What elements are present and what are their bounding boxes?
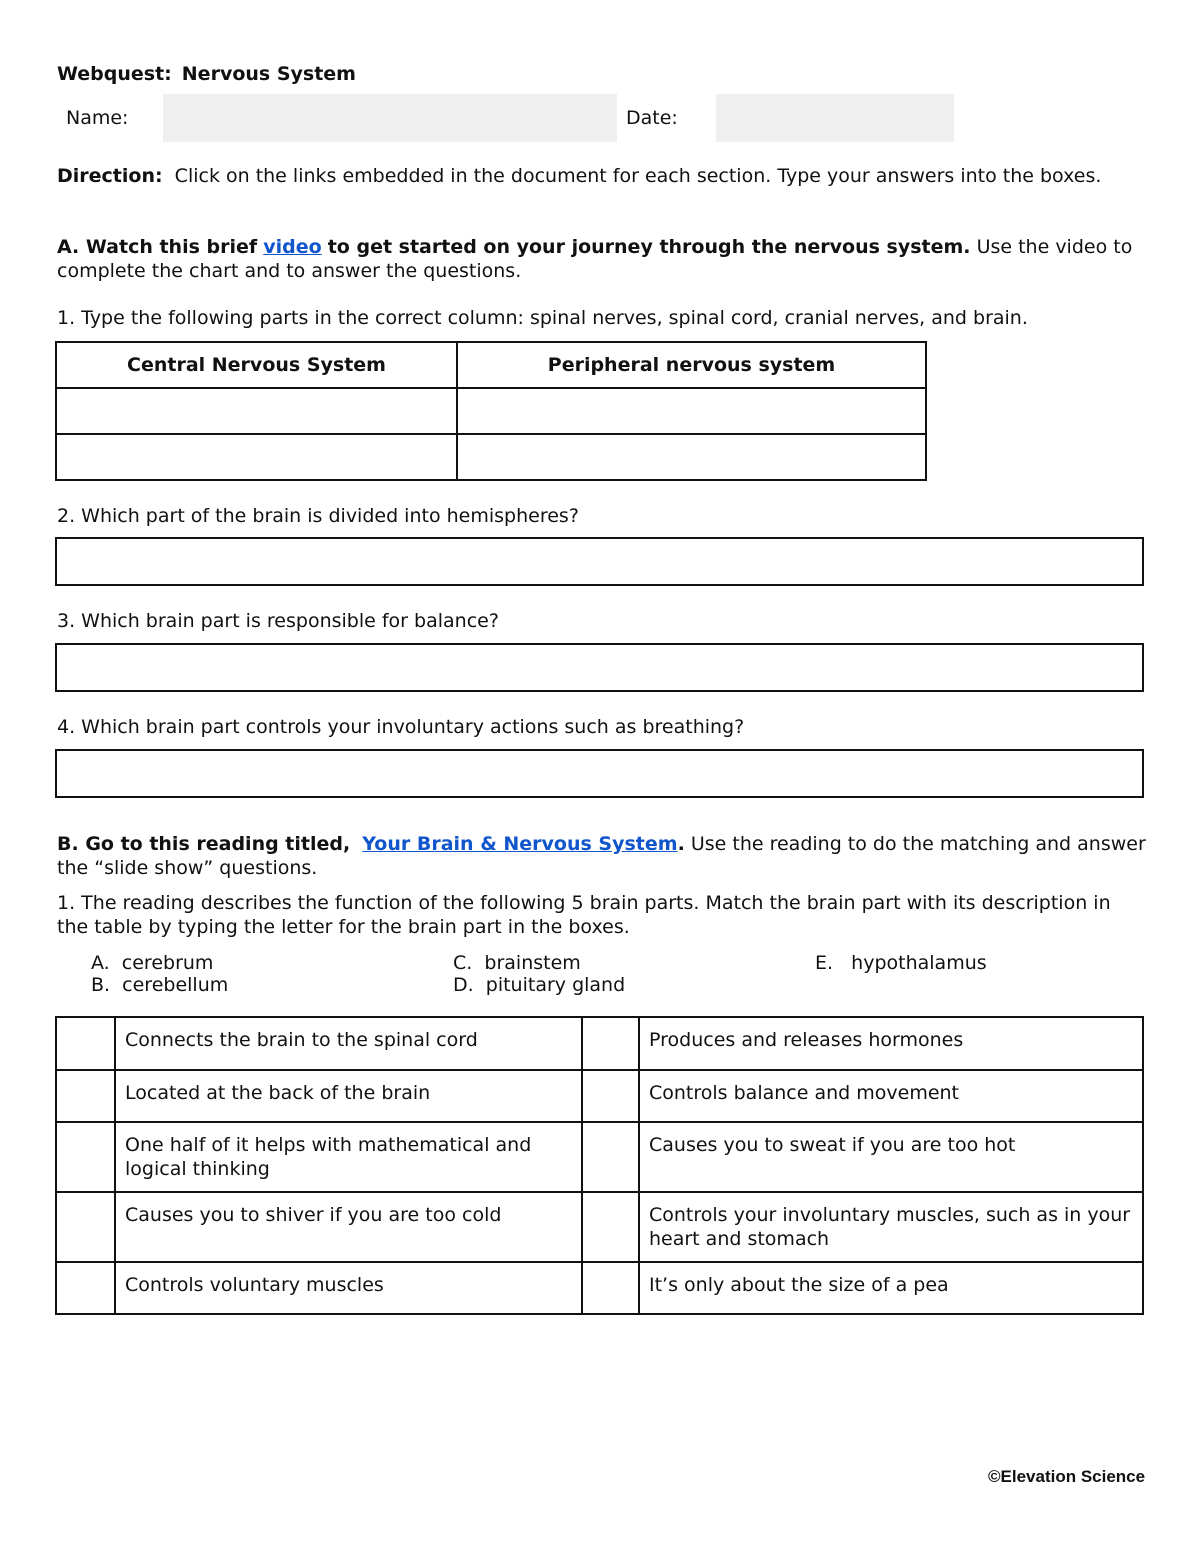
direction-text: Click on the links embedded in the document for each section. Type your answers into the boxes.	[174, 165, 1102, 187]
description-cell: Controls balance and movement	[639, 1070, 1143, 1122]
letter-box[interactable]	[56, 1192, 115, 1262]
letter-box[interactable]	[56, 1122, 115, 1192]
header-peripheral: Peripheral nervous system	[457, 342, 926, 388]
header-central: Central Nervous System	[56, 342, 457, 388]
answer-cell[interactable]	[56, 388, 457, 434]
question-a2: 2. Which part of the brain is divided into hemispheres?	[57, 505, 579, 527]
letter-box[interactable]	[56, 1017, 115, 1070]
question-a3: 3. Which brain part is responsible for balance?	[57, 610, 499, 632]
description-cell: Produces and releases hormones	[639, 1017, 1143, 1070]
section-b-rest: Use the reading to do the matching and answer the “slide show” questions.	[57, 833, 1146, 879]
section-b-intro	[57, 832, 1147, 880]
title-webquest: Webquest:	[57, 63, 172, 85]
description-cell: One half of it helps with mathematical and logical thinking	[115, 1122, 582, 1192]
option-letter: A.	[91, 952, 110, 974]
table-row	[56, 1262, 1143, 1314]
page-title	[57, 62, 356, 86]
answer-box-a3[interactable]	[55, 643, 1144, 692]
section-a-lead: A. Watch this brief	[57, 236, 258, 258]
option-text: cerebrum	[121, 952, 214, 974]
option-c	[453, 951, 581, 975]
section-a-rest: Use the video to complete the chart and to answer the questions.	[57, 236, 1133, 282]
table-row	[56, 1070, 1143, 1122]
answer-cell[interactable]	[457, 388, 926, 434]
option-b	[91, 973, 228, 997]
section-b-lead-end: .	[677, 833, 685, 855]
table-row	[56, 434, 926, 480]
letter-box[interactable]	[582, 1262, 639, 1314]
date-label: Date:	[626, 107, 678, 129]
table-row	[56, 1017, 1143, 1070]
video-link[interactable]: video	[263, 236, 322, 258]
copyright-footer: ©Elevation Science	[988, 1467, 1146, 1486]
letter-box[interactable]	[582, 1017, 639, 1070]
title-topic: Nervous System	[181, 63, 356, 85]
option-e	[815, 951, 987, 975]
option-letter: D.	[453, 974, 474, 996]
option-text: brainstem	[484, 952, 581, 974]
table-row	[56, 1192, 1143, 1262]
name-field[interactable]	[163, 94, 617, 142]
table-header-row	[56, 342, 926, 388]
option-letter: C.	[453, 952, 473, 974]
letter-box[interactable]	[56, 1070, 115, 1122]
description-cell: Located at the back of the brain	[115, 1070, 582, 1122]
description-cell: Controls your involuntary muscles, such as in your heart and stomach	[639, 1192, 1143, 1262]
question-a1: 1. Type the following parts in the correct column: spinal nerves, spinal cord, cranial nerves, and brain.	[57, 307, 1028, 329]
nervous-system-table	[55, 341, 927, 481]
description-cell: Connects the brain to the spinal cord	[115, 1017, 582, 1070]
direction-label: Direction:	[57, 165, 163, 187]
section-b-lead: B. Go to this reading titled,	[57, 833, 351, 855]
letter-box[interactable]	[56, 1262, 115, 1314]
letter-box[interactable]	[582, 1070, 639, 1122]
option-text: cerebellum	[122, 974, 229, 996]
description-cell: Causes you to shiver if you are too cold	[115, 1192, 582, 1262]
letter-box[interactable]	[582, 1122, 639, 1192]
letter-box[interactable]	[582, 1192, 639, 1262]
table-row	[56, 1122, 1143, 1192]
name-label: Name:	[66, 107, 129, 129]
description-cell: It’s only about the size of a pea	[639, 1262, 1143, 1314]
option-text: hypothalamus	[851, 952, 987, 974]
answer-cell[interactable]	[457, 434, 926, 480]
description-cell: Controls voluntary muscles	[115, 1262, 582, 1314]
option-letter: B.	[91, 974, 111, 996]
date-field[interactable]	[716, 94, 954, 142]
direction-paragraph	[57, 164, 1147, 188]
description-cell: Causes you to sweat if you are too hot	[639, 1122, 1143, 1192]
option-letter: E.	[815, 952, 834, 974]
question-a4: 4. Which brain part controls your involuntary actions such as breathing?	[57, 716, 745, 738]
reading-link[interactable]: Your Brain & Nervous System	[362, 833, 678, 855]
table-row	[56, 388, 926, 434]
answer-box-a4[interactable]	[55, 749, 1144, 798]
section-a-lead-end: to get started on your journey through the nervous system.	[327, 236, 971, 258]
answer-cell[interactable]	[56, 434, 457, 480]
question-b1: 1. The reading describes the function of the following 5 brain parts. Match the brain part with its description in the table by typing the letter for the brain part in the boxes.	[57, 892, 1111, 938]
option-d	[453, 973, 625, 997]
option-a	[91, 951, 213, 975]
matching-table	[55, 1016, 1144, 1315]
answer-box-a2[interactable]	[55, 537, 1144, 586]
option-text: pituitary gland	[485, 974, 626, 996]
section-a-intro	[57, 235, 1147, 283]
